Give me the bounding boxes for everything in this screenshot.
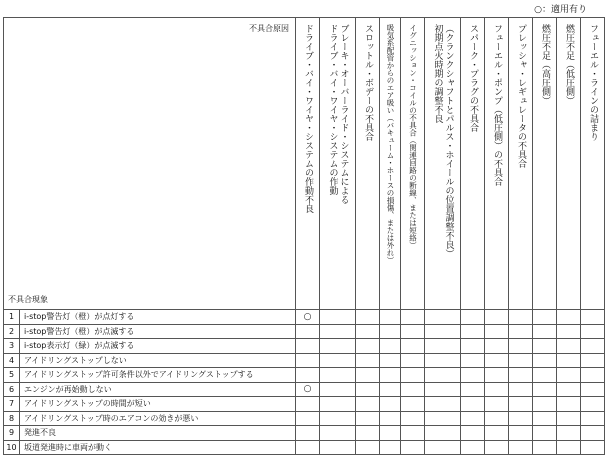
cause-label: プレッシャ・レギュレータの不具合 — [516, 24, 526, 168]
mark-cell — [380, 411, 401, 426]
symptom-cell: アイドリングストップ時のエアコンの効きが悪い — [20, 411, 296, 426]
mark-cell — [320, 339, 356, 354]
row-number: 10 — [4, 440, 20, 455]
row-number: 7 — [4, 397, 20, 412]
mark-cell — [557, 310, 581, 325]
mark-cell — [485, 426, 509, 441]
mark-cell — [581, 353, 605, 368]
cause-label: イグニッション・コイルの不具合（関連回路の断線、または短絡） — [408, 24, 418, 249]
mark-cell: ○ — [296, 382, 320, 397]
row-number: 4 — [4, 353, 20, 368]
symptom-cell: アイドリングストップの時間が短い — [20, 397, 296, 412]
symptom-cell: アイドリングストップ許可条件以外でアイドリングストップする — [20, 368, 296, 383]
table-row — [4, 397, 605, 412]
mark-cell — [581, 440, 605, 455]
symptom-cell: 坂道発進時に車両が動く — [20, 440, 296, 455]
mark-cell — [581, 324, 605, 339]
mark-cell — [509, 324, 533, 339]
mark-cell — [461, 310, 485, 325]
mark-cell — [509, 411, 533, 426]
cause-label: 燃圧不足（高圧側） — [540, 24, 550, 105]
mark-cell — [557, 397, 581, 412]
mark-cell — [533, 426, 557, 441]
mark-cell — [320, 426, 356, 441]
mark-cell — [356, 382, 380, 397]
mark-cell — [401, 426, 425, 441]
mark-cell — [296, 426, 320, 441]
mark-cell — [581, 339, 605, 354]
mark-cell — [581, 368, 605, 383]
mark-cell — [485, 382, 509, 397]
mark-cell — [509, 382, 533, 397]
mark-cell — [581, 426, 605, 441]
mark-cell — [485, 339, 509, 354]
cause-label: フューエル・ポンプ（低圧側）の不具合 — [492, 24, 502, 186]
mark-cell — [557, 440, 581, 455]
mark-cell — [557, 382, 581, 397]
legend: ○：適用有り — [534, 5, 587, 15]
mark-cell: ○ — [296, 310, 320, 325]
cause-label: 燃圧不足（低圧側） — [564, 24, 574, 105]
cause-header-8 — [485, 18, 509, 310]
mark-cell — [461, 339, 485, 354]
cause-label: スロットル・ボデーの不具合 — [363, 24, 373, 141]
mark-cell — [461, 397, 485, 412]
mark-cell — [461, 440, 485, 455]
cause-label: フューエル・ラインの詰まり — [588, 24, 598, 141]
row-number: 6 — [4, 382, 20, 397]
mark-cell — [509, 426, 533, 441]
mark-cell — [356, 324, 380, 339]
table-row — [4, 324, 605, 339]
row-number: 2 — [4, 324, 20, 339]
mark-cell — [320, 397, 356, 412]
mark-cell — [461, 368, 485, 383]
row-number: 5 — [4, 368, 20, 383]
table-row — [4, 339, 605, 354]
table-row — [4, 353, 605, 368]
mark-cell — [380, 339, 401, 354]
table-row — [4, 382, 605, 397]
troubleshooting-table — [3, 17, 605, 455]
mark-cell — [380, 440, 401, 455]
mark-cell — [401, 411, 425, 426]
row-number: 9 — [4, 426, 20, 441]
mark-cell — [320, 382, 356, 397]
cause-header-2 — [320, 18, 356, 310]
mark-cell — [380, 324, 401, 339]
mark-cell — [485, 353, 509, 368]
cause-header-11 — [557, 18, 581, 310]
symptom-cell: i-stop警告灯（橙）が点灯する — [20, 310, 296, 325]
cause-header-1 — [296, 18, 320, 310]
mark-cell — [296, 440, 320, 455]
mark-cell — [485, 411, 509, 426]
cause-label: （クランクシャフトとパルス・ホイールの位置調整不良） 初期点火時期の調整不良 — [432, 24, 454, 258]
mark-cell — [425, 324, 461, 339]
mark-cell — [485, 324, 509, 339]
mark-cell — [533, 353, 557, 368]
mark-cell — [356, 353, 380, 368]
symptom-cell: エンジンが再始動しない — [20, 382, 296, 397]
mark-cell — [296, 368, 320, 383]
mark-cell — [533, 440, 557, 455]
mark-cell — [509, 397, 533, 412]
mark-cell — [356, 339, 380, 354]
mark-cell — [533, 397, 557, 412]
mark-cell — [356, 368, 380, 383]
mark-cell — [557, 426, 581, 441]
mark-cell — [356, 397, 380, 412]
mark-cell — [401, 440, 425, 455]
cause-header-7 — [461, 18, 485, 310]
mark-cell — [509, 310, 533, 325]
mark-cell — [380, 382, 401, 397]
symptom-cell: 発進不良 — [20, 426, 296, 441]
symptom-header-label: 不具合現象 — [8, 295, 48, 304]
mark-cell — [461, 324, 485, 339]
mark-cell — [356, 440, 380, 455]
mark-cell — [557, 368, 581, 383]
cause-label: ドライブ・バイ・ワイヤ・システムの作動不良 — [303, 24, 313, 213]
mark-cell — [401, 310, 425, 325]
mark-cell — [581, 397, 605, 412]
mark-cell — [557, 411, 581, 426]
mark-cell — [425, 397, 461, 412]
cause-header-6 — [425, 18, 461, 310]
mark-cell — [425, 353, 461, 368]
mark-cell — [557, 339, 581, 354]
mark-cell — [461, 426, 485, 441]
cause-header-4 — [380, 18, 401, 310]
symptom-cell: i-stop警告灯（橙）が点滅する — [20, 324, 296, 339]
mark-cell — [401, 397, 425, 412]
table-row — [4, 426, 605, 441]
mark-cell — [533, 324, 557, 339]
mark-cell — [320, 310, 356, 325]
mark-cell — [509, 339, 533, 354]
mark-cell — [401, 368, 425, 383]
mark-cell — [320, 411, 356, 426]
mark-cell — [425, 411, 461, 426]
cause-header-9 — [509, 18, 533, 310]
mark-cell — [533, 339, 557, 354]
mark-cell — [509, 353, 533, 368]
mark-cell — [485, 440, 509, 455]
mark-cell — [533, 310, 557, 325]
mark-cell — [401, 324, 425, 339]
mark-cell — [425, 339, 461, 354]
mark-cell — [581, 382, 605, 397]
mark-cell — [401, 353, 425, 368]
header-row — [4, 18, 605, 310]
symptom-cell: i-stop表示灯（緑）が点滅する — [20, 339, 296, 354]
row-number: 8 — [4, 411, 20, 426]
mark-cell — [533, 368, 557, 383]
mark-cell — [485, 368, 509, 383]
mark-cell — [425, 310, 461, 325]
table-row — [4, 411, 605, 426]
mark-cell — [581, 310, 605, 325]
row-number: 3 — [4, 339, 20, 354]
cause-label: ブレーキ・オーバーライド・システムによる ドライブ・バイ・ワイヤ・システムの作動 — [327, 24, 349, 204]
mark-cell — [320, 440, 356, 455]
mark-cell — [380, 368, 401, 383]
mark-cell — [320, 368, 356, 383]
mark-cell — [356, 310, 380, 325]
mark-cell — [425, 440, 461, 455]
mark-cell — [296, 353, 320, 368]
mark-cell — [581, 411, 605, 426]
cause-header-12 — [581, 18, 605, 310]
mark-cell — [557, 324, 581, 339]
mark-cell — [320, 324, 356, 339]
mark-cell — [320, 353, 356, 368]
mark-cell — [296, 411, 320, 426]
mark-cell — [461, 411, 485, 426]
mark-cell — [425, 368, 461, 383]
mark-cell — [380, 353, 401, 368]
mark-cell — [296, 324, 320, 339]
mark-cell — [296, 339, 320, 354]
row-number: 1 — [4, 310, 20, 325]
table-row — [4, 368, 605, 383]
cause-label: 吸気系配管からのエア吸い（バキューム・ホースの損傷、または外れ） — [386, 24, 395, 264]
mark-cell — [461, 353, 485, 368]
mark-cell — [401, 339, 425, 354]
mark-cell — [557, 353, 581, 368]
mark-cell — [533, 411, 557, 426]
cause-header-10 — [533, 18, 557, 310]
header-corner — [4, 18, 296, 310]
mark-cell — [380, 426, 401, 441]
cause-header-3 — [356, 18, 380, 310]
mark-cell — [356, 426, 380, 441]
mark-cell — [461, 382, 485, 397]
mark-cell — [485, 397, 509, 412]
mark-cell — [356, 411, 380, 426]
mark-cell — [380, 397, 401, 412]
mark-cell — [509, 368, 533, 383]
cause-header-5 — [401, 18, 425, 310]
table-row — [4, 310, 605, 325]
table-row — [4, 440, 605, 455]
symptom-cell: アイドリングストップしない — [20, 353, 296, 368]
cause-label: スパーク・プラグの不具合 — [468, 24, 478, 132]
mark-cell — [425, 426, 461, 441]
mark-cell — [509, 440, 533, 455]
table-body — [4, 310, 605, 455]
mark-cell — [380, 310, 401, 325]
mark-cell — [485, 310, 509, 325]
mark-cell — [296, 397, 320, 412]
mark-cell — [533, 382, 557, 397]
mark-cell — [425, 382, 461, 397]
mark-cell — [401, 382, 425, 397]
cause-header-label: 不具合原因 — [249, 24, 289, 33]
